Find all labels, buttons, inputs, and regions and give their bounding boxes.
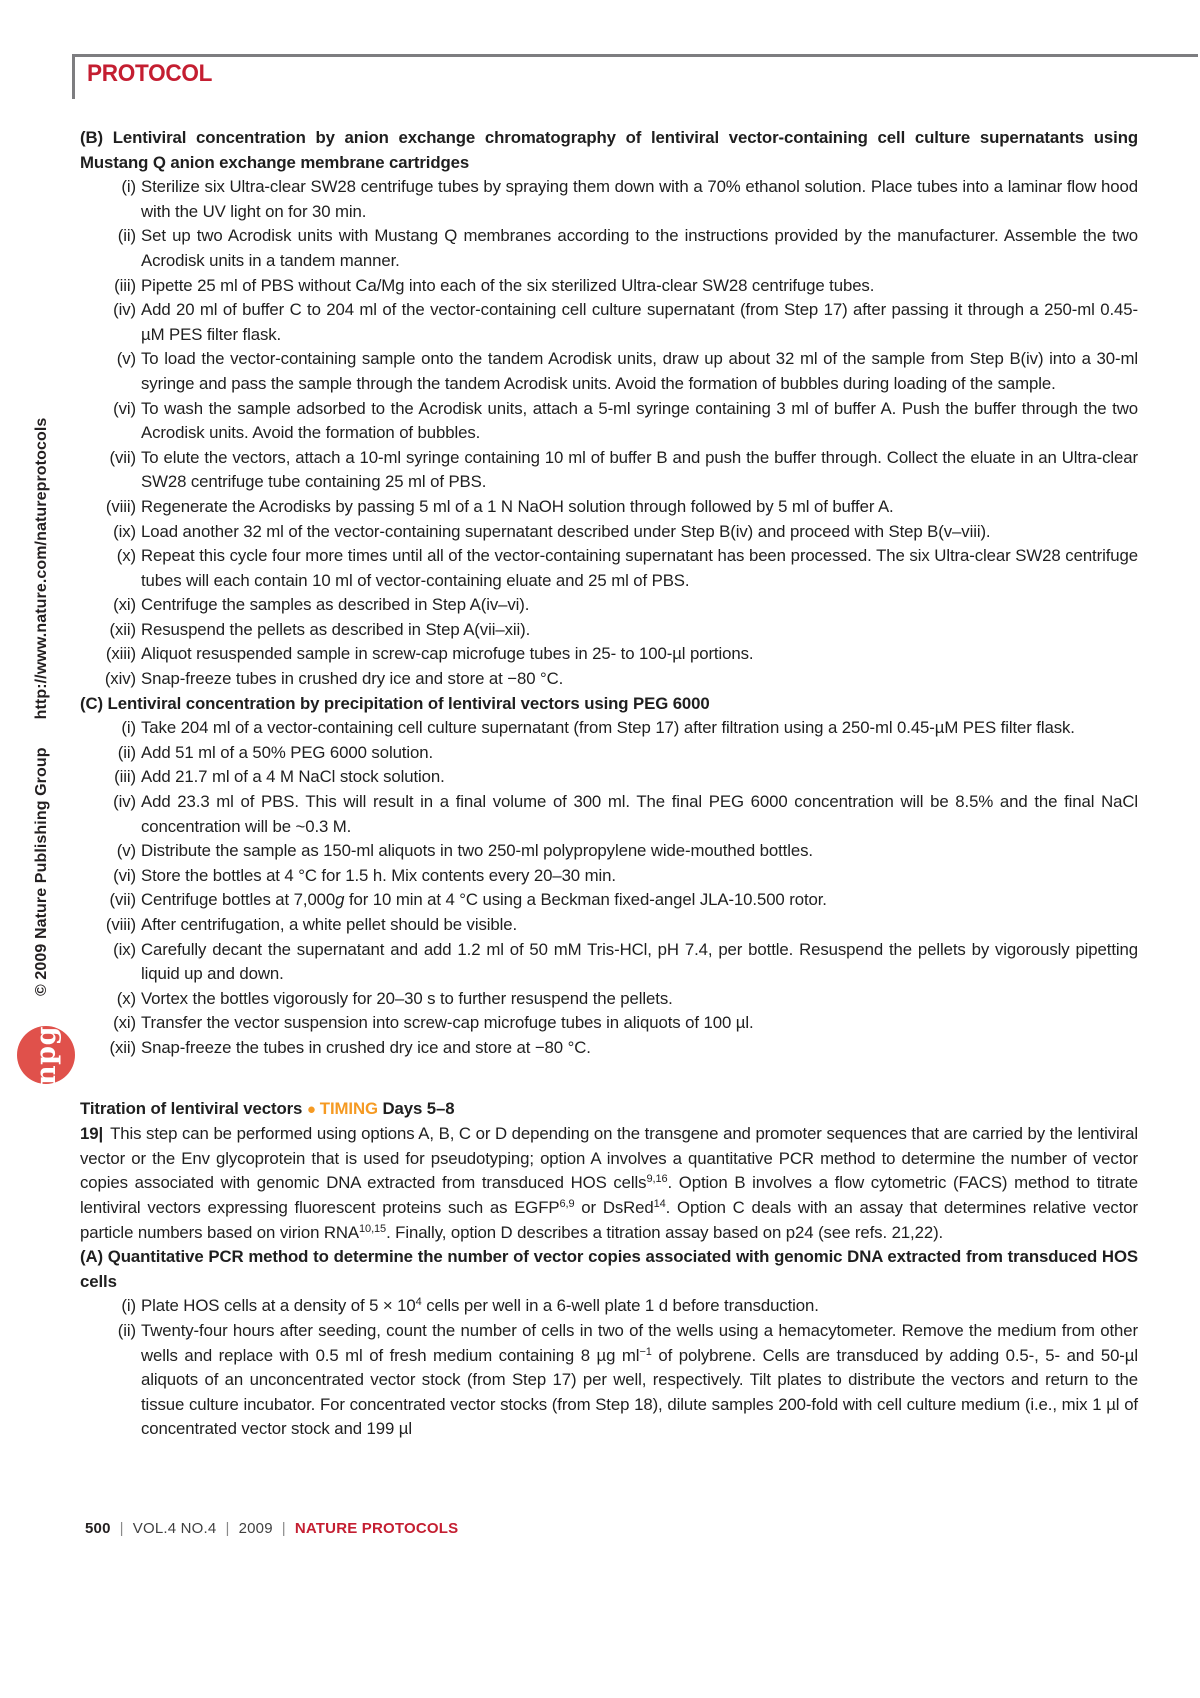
protocol-step	[80, 593, 1138, 618]
protocol-step	[80, 224, 1138, 273]
step-text: Snap-freeze tubes in crushed dry ice and store at −80 °C.	[141, 669, 564, 689]
step-text: Aliquot resuspended sample in screw-cap microfuge tubes in 25- to 100-µl portions.	[141, 644, 754, 664]
protocol-step	[80, 347, 1138, 396]
step-marker: (vii)	[109, 890, 136, 910]
section-a-heading: (A) Quantitative PCR method to determine the number of vector copies associated with genomic DNA extracted from transduced HOS cells	[80, 1247, 1138, 1291]
page-footer	[85, 1520, 458, 1537]
step-marker: (v)	[116, 841, 136, 861]
step-text: Add 51 ml of a 50% PEG 6000 solution.	[141, 742, 434, 762]
step-marker: (i)	[121, 177, 136, 197]
journal-url: http://www.nature.com/natureprotocols	[33, 417, 50, 720]
protocol-step	[80, 274, 1138, 299]
protocol-step	[80, 175, 1138, 224]
section-a-steps	[80, 1294, 1138, 1442]
step-text: To elute the vectors, attach a 10-ml syringe containing 10 ml of buffer B and push the buffer through. Collect the eluate in an Ultra-clear SW28 centrifuge tube containing 25 ml of PBS.	[141, 447, 1138, 492]
sidebar-rotated-text	[33, 418, 51, 996]
protocol-content	[80, 126, 1138, 1442]
step-marker: (xii)	[109, 1037, 136, 1057]
step-text: Load another 32 ml of the vector-containing supernatant described under Step B(iv) and proceed with Step B(v–viii).	[141, 521, 991, 541]
footer-separator: |	[119, 1520, 124, 1537]
step-marker: (xiv)	[104, 669, 136, 689]
titration-title: Titration of lentiviral vectors	[80, 1098, 303, 1118]
step-text: To wash the sample adsorbed to the Acrodisk units, attach a 5-ml syringe containing 3 ml of buffer A. Push the buffer through the two Acrodisk units. Avoid the formation of bubbles.	[141, 398, 1138, 443]
step-text: Regenerate the Acrodisks by passing 5 ml of a 1 N NaOH solution through followed by 5 ml of buffer A.	[141, 496, 894, 516]
step-19-number: 19|	[80, 1124, 104, 1144]
step-text: Sterilize six Ultra-clear SW28 centrifuge tubes by spraying them down with a 70% ethanol solution. Place tubes into a laminar flow hood with the UV light on for 30 min.	[141, 177, 1138, 221]
protocol-step	[80, 716, 1138, 741]
protocol-step	[80, 987, 1138, 1012]
protocol-step	[80, 446, 1138, 495]
step-19-text: This step can be performed using options A, B, C or D depending on the transgene and promoter sequences that are carried by the lentiviral vector or the Env glycoprotein that is used for pseudotyping; option A involves a quantitative PCR method to determine the number of vector copies associated with genomic DNA extracted from transduced HOS cells$^{9,16}$. Option B involves a flow cytometric (FACS) method to titrate lentiviral vectors expressing fluorescent proteins such as EGFP$^{6,9}$ or DsRed$^{14}$. Option C deals with an assay that determines relative vector particle numbers based on virion RNA$^{10,15}$. Finally, option D describes a titration assay based on p24 (see refs. 21,22).	[80, 1124, 1139, 1242]
step-text: Snap-freeze the tubes in crushed dry ice and store at −80 °C.	[141, 1037, 591, 1057]
step-text: Set up two Acrodisk units with Mustang Q membranes according to the instructions provided by the manufacturer. Assemble the two Acrodisk units in a tandem manner.	[141, 226, 1138, 270]
page-number: 500	[85, 1520, 111, 1537]
copyright-text: © 2009 Nature Publishing Group	[33, 747, 50, 996]
step-marker: (ii)	[117, 742, 136, 762]
timing-days: Days 5–8	[382, 1098, 455, 1118]
step-text: Add 20 ml of buffer C to 204 ml of the vector-containing cell culture supernatant (from Step 17) after passing it through a 250-ml 0.45-µM PES filter flask.	[141, 300, 1138, 344]
step-text: Plate HOS cells at a density of $5 \times 10^4$ cells per well in a 6-well plate 1 d before transduction.	[141, 1296, 819, 1316]
protocol-step	[80, 520, 1138, 545]
protocol-step	[80, 1036, 1138, 1061]
step-marker: (viii)	[105, 915, 136, 934]
protocol-step	[80, 667, 1138, 692]
step-marker: (iv)	[113, 792, 136, 812]
step-text: Resuspend the pellets as described in Step A(vii–xii).	[141, 619, 531, 639]
protocol-step	[80, 298, 1138, 347]
step-marker: (xi)	[113, 1013, 136, 1033]
kicker-tick-bar	[72, 54, 75, 99]
step-text: Distribute the sample as 150-ml aliquots in two 250-ml polypropylene wide-mouthed bottles.	[141, 841, 813, 861]
protocol-step	[80, 618, 1138, 643]
protocol-step	[80, 642, 1138, 667]
step-text: To load the vector-containing sample onto the tandem Acrodisk units, draw up about 32 ml of the sample from Step B(iv) into a 30-ml syringe and pass the sample through the tandem Acrodisk units. Avoid the formation of bubbles during loading of the sample.	[141, 349, 1138, 393]
protocol-step	[80, 839, 1138, 864]
step-text: Repeat this cycle four more times until all of the vector-containing supernatant has been processed. The six Ultra-clear SW28 centrifuge tubes will each contain 10 ml of vector-containing eluate and 25 ml of PBS.	[141, 546, 1138, 590]
step-text: Carefully decant the supernatant and add 1.2 ml of 50 mM Tris-HCl, pH 7.4, per bottle. Resuspend the pellets by vigorously pipetting liquid up and down.	[141, 939, 1138, 984]
step-text: Add 23.3 ml of PBS. This will result in a final volume of 300 ml. The final PEG 6000 concentration will be 8.5% and the final NaCl concentration will be ~0.3 M.	[141, 792, 1138, 836]
step-19-paragraph	[80, 1122, 1138, 1245]
protocol-step	[80, 1011, 1138, 1036]
section-c-steps	[80, 716, 1138, 1060]
timing-indicator	[307, 1099, 378, 1118]
section-c-heading: (C) Lentiviral concentration by precipitation of lentiviral vectors using PEG 6000	[80, 693, 710, 713]
footer-separator: |	[281, 1520, 286, 1537]
step-marker: (i)	[121, 1296, 136, 1316]
protocol-step	[80, 397, 1138, 446]
step-text: Store the bottles at 4 °C for 1.5 h. Mix contents every 20–30 min.	[141, 865, 616, 885]
step-marker: (vii)	[109, 447, 136, 467]
step-marker: (viii)	[105, 496, 136, 516]
protocol-step	[80, 888, 1138, 913]
step-marker: (xi)	[113, 595, 136, 615]
step-text: Transfer the vector suspension into screw-cap microfuge tubes in aliquots of 100 µl.	[141, 1013, 754, 1033]
step-marker: (i)	[121, 718, 136, 738]
protocol-step	[80, 544, 1138, 593]
protocol-step	[80, 1294, 1138, 1319]
header-rule	[72, 54, 1198, 57]
volume-issue: VOL.4 NO.4	[132, 1520, 217, 1537]
protocol-step	[80, 790, 1138, 839]
protocol-step	[80, 741, 1138, 766]
timing-label: TIMING	[319, 1098, 378, 1118]
npg-logo	[17, 1026, 75, 1084]
step-marker: (x)	[116, 546, 136, 566]
timing-bullet-icon: ●	[306, 1100, 316, 1118]
section-b-steps	[80, 175, 1138, 691]
step-text: Twenty-four hours after seeding, count the number of cells in two of the wells using a hemacytometer. Remove the medium from other wells and replace with 0.5 ml of fresh medium containing 8 µg $ml^{-1}$ of polybrene. Cells are transduced by adding 0.5-, 5- and 50-µl aliquots of an unconcentrated vector stock (from Step 17) per well, respectively. Tilt plates to distribute the vectors and return to the tissue culture incubator. For concentrated vector stocks (from Step 18), dilute samples 200-fold with cell culture medium (i.e., mix 1 µl of concentrated vector stock and 199 µl	[141, 1320, 1138, 1439]
step-marker: (xii)	[109, 619, 136, 639]
protocol-step	[80, 495, 1138, 520]
step-marker: (iv)	[113, 300, 136, 320]
footer-year: 2009	[238, 1520, 273, 1537]
step-text: Pipette 25 ml of PBS without Ca/Mg into each of the six sterilized Ultra-clear SW28 centrifuge tubes.	[141, 275, 875, 295]
step-text: Centrifuge bottles at 7,000g for 10 min at 4 °C using a Beckman fixed-angel JLA-10.500 rotor.	[141, 890, 827, 910]
titration-heading	[80, 1097, 1138, 1123]
protocol-step	[80, 938, 1138, 987]
step-marker: (vi)	[113, 865, 136, 885]
step-marker: (ii)	[117, 226, 136, 246]
protocol-step	[80, 765, 1138, 790]
step-text: Vortex the bottles vigorously for 20–30 s to further resuspend the pellets.	[141, 988, 673, 1008]
step-marker: (vi)	[113, 398, 136, 418]
step-marker: (iii)	[114, 767, 136, 787]
npg-logo-text: npg	[30, 1025, 62, 1085]
step-text: Centrifuge the samples as described in Step A(iv–vi).	[141, 595, 530, 615]
protocol-step	[80, 1319, 1138, 1442]
step-marker: (x)	[116, 988, 136, 1008]
step-marker: (ix)	[113, 521, 136, 541]
step-marker: (v)	[116, 349, 136, 369]
journal-name: NATURE PROTOCOLS	[294, 1520, 459, 1537]
footer-separator: |	[225, 1520, 230, 1537]
page-kicker: PROTOCOL	[87, 60, 213, 87]
step-marker: (iii)	[114, 275, 136, 295]
step-marker: (ix)	[113, 939, 136, 959]
step-text: After centrifugation, a white pellet should be visible.	[141, 915, 518, 934]
step-marker: (ii)	[117, 1320, 136, 1340]
step-marker: (xiii)	[105, 644, 136, 664]
protocol-step	[80, 913, 1138, 938]
step-text: Take 204 ml of a vector-containing cell culture supernatant (from Step 17) after filtration using a 250-ml 0.45-µM PES filter flask.	[141, 718, 1075, 738]
step-text: Add 21.7 ml of a 4 M NaCl stock solution.	[141, 767, 445, 787]
section-b-heading: (B) Lentiviral concentration by anion exchange chromatography of lentiviral vector-containing cell culture supernatants using Mustang Q anion exchange membrane cartridges	[80, 128, 1138, 172]
protocol-step	[80, 864, 1138, 889]
